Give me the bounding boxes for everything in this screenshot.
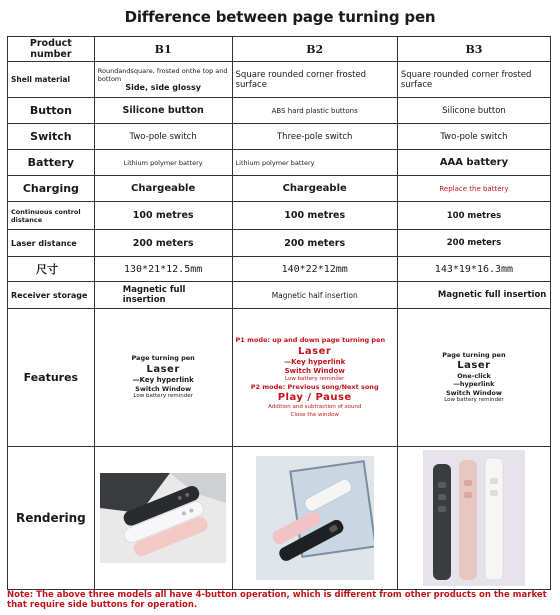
b2-rendering-image <box>232 447 397 590</box>
row-control <box>8 202 551 230</box>
label-receiver: Receiver storage <box>8 282 95 309</box>
b1-laser: 200 meters <box>94 230 232 257</box>
row-switch <box>8 124 551 150</box>
b3-feature-5: Low battery reminder <box>444 397 504 404</box>
b2-feature-7: Addition and subtraction of sound <box>268 404 362 411</box>
b3-battery: AAA battery <box>397 150 550 176</box>
b2-features <box>232 309 397 447</box>
b2-feature-0: P1 mode: up and down page turning pen <box>235 336 386 345</box>
b2-size: 140*22*12mm <box>232 257 397 282</box>
header-b2: B2 <box>232 37 397 62</box>
row-button <box>8 98 551 124</box>
b2-feature-4: Low battery reminder <box>284 375 345 382</box>
b2-feature-8: Close the window <box>290 411 339 418</box>
b3-switch: Two-pole switch <box>397 124 550 150</box>
b3-feature-2: One-click <box>457 371 491 380</box>
b2-feature-5: P2 mode: Previous song/Next song <box>250 383 379 392</box>
header-row <box>8 37 551 62</box>
b3-control: 100 metres <box>397 202 550 230</box>
row-features <box>8 309 551 447</box>
b3-button: Silicone button <box>397 98 550 124</box>
b1-feature-0: Page turning pen <box>131 354 195 363</box>
b1-size: 130*21*12.5mm <box>94 257 232 282</box>
label-button: Button <box>8 98 95 124</box>
row-rendering <box>8 447 551 590</box>
b3-shell: Square rounded corner frosted surface <box>397 62 550 98</box>
row-size <box>8 257 551 282</box>
b1-presenter-image <box>100 473 226 563</box>
b2-battery: Lithium polymer battery <box>232 150 397 176</box>
b1-feature-3: Switch Window <box>135 384 192 393</box>
b2-control: 100 metres <box>232 202 397 230</box>
row-charging <box>8 176 551 202</box>
b1-control: 100 metres <box>94 202 232 230</box>
label-shell: Shell material <box>8 62 95 98</box>
page-title: Difference between page turning pen <box>124 8 436 26</box>
b2-switch: Three-pole switch <box>232 124 397 150</box>
row-receiver <box>8 282 551 309</box>
b1-receiver: Magnetic full insertion <box>94 282 232 309</box>
header-product-number: Product number <box>8 37 95 62</box>
b2-charging: Chargeable <box>232 176 397 202</box>
b2-presenter-image <box>256 456 374 580</box>
b2-feature-2: —Key hyperlink <box>284 357 346 366</box>
label-size: 尺寸 <box>8 257 95 282</box>
b2-laser: 200 meters <box>232 230 397 257</box>
label-control: Continuous control distance <box>8 202 95 230</box>
b3-rendering-image <box>397 447 550 590</box>
b2-feature-6: Play / Pause <box>277 392 352 404</box>
b3-charging: Replace the battery <box>397 176 550 202</box>
b1-charging: Chargeable <box>94 176 232 202</box>
label-switch: Switch <box>8 124 95 150</box>
row-shell <box>8 62 551 98</box>
b3-feature-0: Page turning pen <box>442 350 506 359</box>
b3-feature-4: Switch Window <box>445 388 502 397</box>
b1-shell-small: Roundandsquare, frosted onthe top and bottom <box>97 67 228 83</box>
row-laser <box>8 230 551 257</box>
b1-feature-4: Low battery reminder <box>133 393 193 400</box>
b3-feature-1: Laser <box>457 359 491 371</box>
footnote: Note: The above three models all have 4-button operation, which is different from other products on the market that require side buttons for operation. <box>7 590 547 611</box>
header-b1: B1 <box>94 37 232 62</box>
b3-presenter-image <box>423 450 525 586</box>
b3-receiver: Magnetic full insertion <box>397 282 550 309</box>
b2-receiver: Magnetic half insertion <box>232 282 397 309</box>
b1-shell-main: Side, side glossy <box>125 83 201 92</box>
b3-feature-3: —hyperlink <box>453 380 495 389</box>
b2-feature-1: Laser <box>298 345 332 357</box>
b2-feature-3: Switch Window <box>284 366 345 375</box>
label-laser: Laser distance <box>8 230 95 257</box>
b1-feature-2: —Key hyperlink <box>132 375 194 384</box>
b2-shell: Square rounded corner frosted surface <box>232 62 397 98</box>
b1-rendering-image <box>94 447 232 590</box>
b1-battery: Lithium polymer battery <box>94 150 232 176</box>
b3-features <box>397 309 550 447</box>
label-rendering: Rendering <box>8 447 95 590</box>
header-b3: B3 <box>397 37 550 62</box>
row-battery <box>8 150 551 176</box>
label-charging: Charging <box>8 176 95 202</box>
b2-button: ABS hard plastic buttons <box>232 98 397 124</box>
b1-features <box>94 309 232 447</box>
b1-button: Silicone button <box>94 98 232 124</box>
b3-laser: 200 meters <box>397 230 550 257</box>
b1-feature-1: Laser <box>146 363 180 375</box>
b1-shell <box>94 62 232 98</box>
b1-switch: Two-pole switch <box>94 124 232 150</box>
b3-size: 143*19*16.3mm <box>397 257 550 282</box>
comparison-table <box>7 36 551 590</box>
label-features: Features <box>8 309 95 447</box>
label-battery: Battery <box>8 150 95 176</box>
